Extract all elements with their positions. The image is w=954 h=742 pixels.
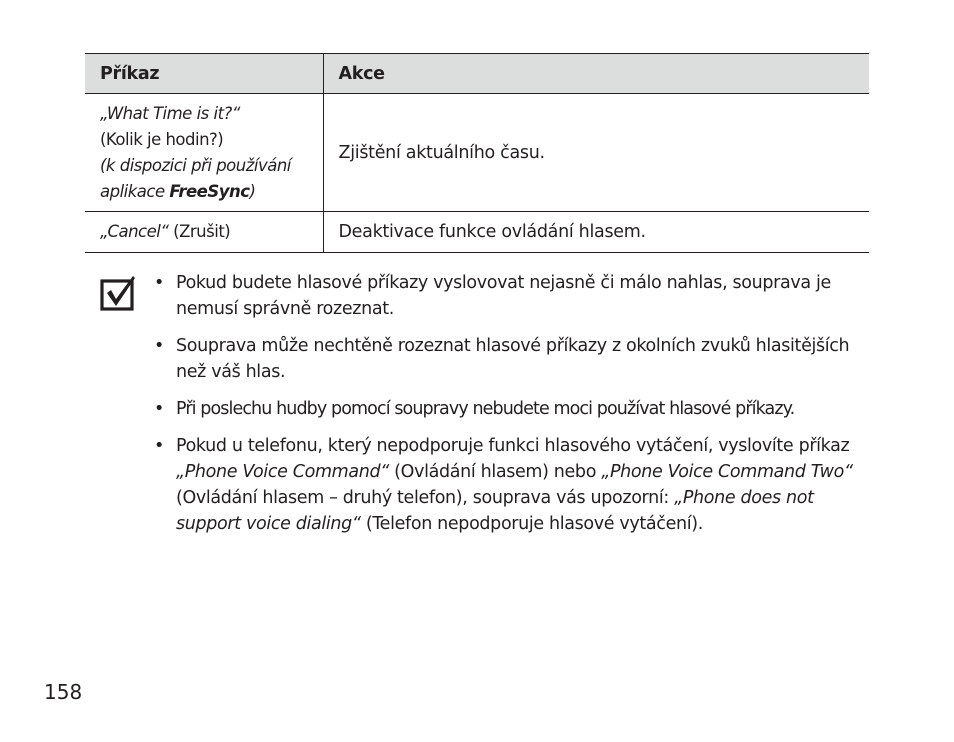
command-phrase: „Cancel“ [100,222,169,241]
command-cell [85,94,323,212]
checkbox-check-icon [100,275,136,311]
note-list [152,270,867,548]
table-row [85,212,869,253]
bullet: • [154,436,164,456]
command-availability-note: (k dispozici při používání aplikace FreeSync) [100,155,291,201]
command-phrase: „What Time is it?“ [100,103,240,123]
command-table [85,53,869,253]
header-action: Akce [323,54,869,94]
list-item: • Souprava může nechtěně rozeznat hlasové příkazy z okolních zvuků hlasitějších než váš hlas. [152,333,867,385]
list-item: • Pokud u telefonu, který nepodporuje funkci hlasového vytáčení, vyslovíte příkaz „Phone Voice Command“ (Ovládání hlasem) nebo „Phone Voice Command Two“ (Ovládání hlasem – druhý telefon), souprava vás upozorní: „Phone does not support voice dialing“ (Telefon nepodporuje hlasové vytáčení). [152,433,867,537]
bullet: • [154,336,164,356]
command-translation: (Kolik je hodin?) [100,129,224,149]
table-header-row [85,54,869,94]
action-cell: Deaktivace funkce ovládání hlasem. [323,212,869,253]
bullet: • [154,273,164,293]
page-number: 158 [44,680,83,704]
command-cell [85,212,323,253]
bullet: • [154,399,164,419]
table-row [85,94,869,212]
list-item: • Pokud budete hlasové příkazy vyslovovat nejasně či málo nahlas, souprava je nemusí správně rozeznat. [152,270,867,322]
app-name-freesync: FreeSync [169,181,250,201]
command-translation: (Zrušit) [168,222,231,241]
list-item: • Při poslechu hudby pomocí soupravy nebudete moci používat hlasové příkazy. [152,396,867,422]
action-cell: Zjištění aktuálního času. [323,94,869,212]
header-command: Příkaz [85,54,323,94]
